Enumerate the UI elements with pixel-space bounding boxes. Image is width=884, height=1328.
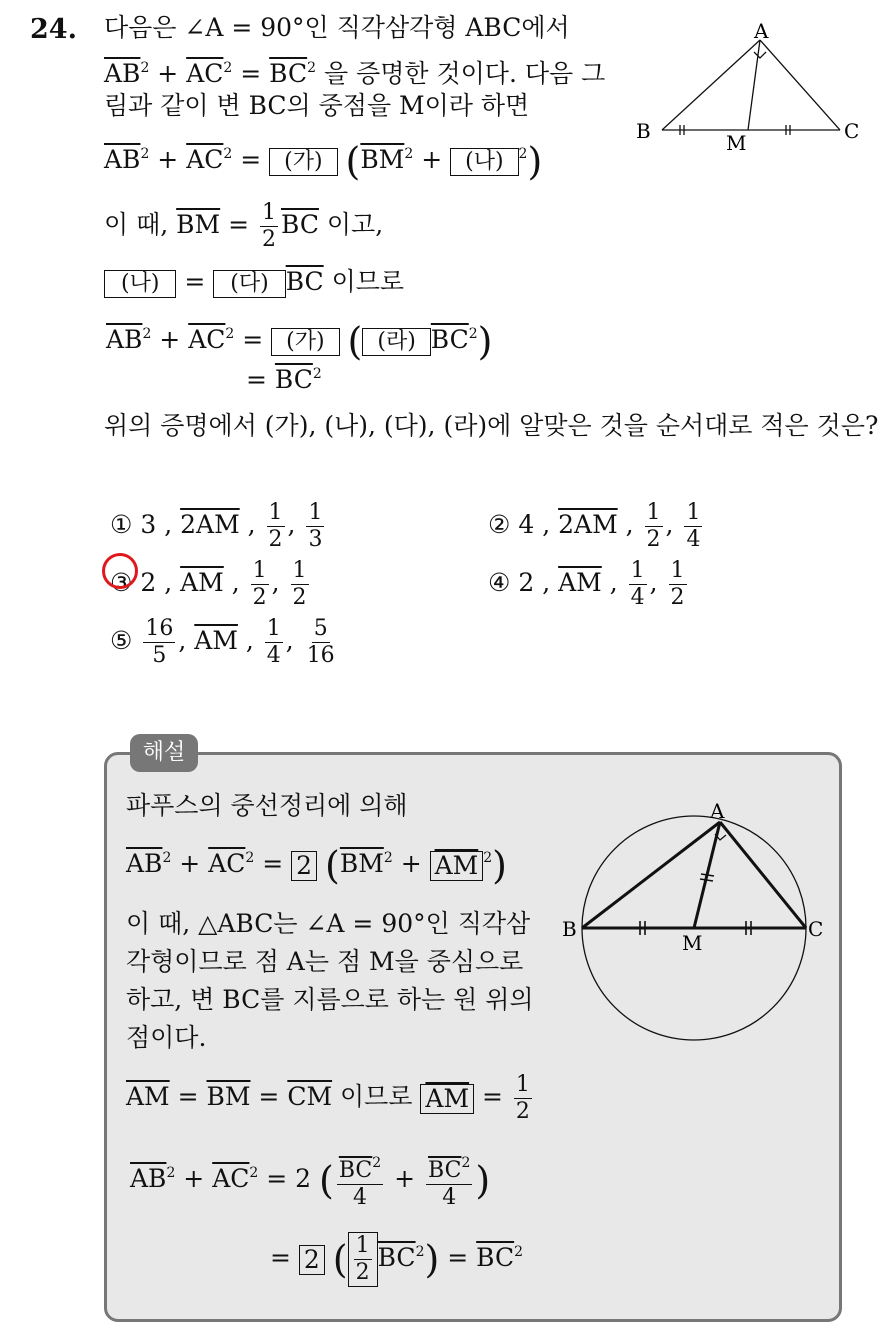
seg-ac: $\overline{AC}$ bbox=[186, 145, 224, 174]
seg-cm: $\overline{CM}$ bbox=[287, 1082, 333, 1111]
blank-ga: (가) bbox=[271, 328, 339, 356]
frac bbox=[669, 558, 687, 611]
right-angle-mark bbox=[754, 52, 766, 58]
seg-bc: $\overline{BC}$ bbox=[285, 267, 324, 296]
label-m: M bbox=[682, 931, 703, 955]
frac-num: 1 bbox=[268, 500, 283, 525]
frac bbox=[645, 500, 663, 553]
choice-value: 4 bbox=[518, 510, 535, 539]
exp: 2 bbox=[514, 1244, 524, 1260]
frac-den: 2 bbox=[252, 585, 267, 610]
frac-num: 16 bbox=[145, 616, 174, 641]
paren: ( bbox=[345, 139, 361, 184]
frac bbox=[305, 616, 337, 669]
seg-bc: $\overline{BC}$ bbox=[274, 365, 313, 394]
eq-2: 이 때, $\overline{BM}$ = $\frac{1}{2}$ $\overline{BC}$ 이고, bbox=[104, 200, 384, 252]
seg-bc: $\overline{BC}$ bbox=[428, 1158, 462, 1183]
frac bbox=[251, 558, 269, 611]
exp: 2 bbox=[223, 146, 233, 162]
seg-ac: $\overline{AC}$ bbox=[208, 849, 246, 878]
exp: 2 bbox=[383, 850, 393, 866]
choice-mark: ③ bbox=[110, 568, 133, 597]
paren: ( bbox=[325, 843, 340, 888]
solution-tag: 해설 bbox=[130, 734, 198, 772]
label-b: B bbox=[562, 917, 577, 941]
frac bbox=[265, 616, 283, 669]
frac-half bbox=[514, 1072, 532, 1125]
frac-num: 1 bbox=[630, 558, 645, 583]
label-b: B bbox=[636, 119, 651, 143]
choice-5[interactable]: ⑤ $\frac{16}{5}$ , $\overline{AM}$ , $\frac{1}{4}$ , $\frac{5}{16}$ bbox=[110, 616, 335, 668]
choice-2[interactable]: ② 4 , 2AM , $\frac{1}{2}$ , $\frac{1}{4}$ bbox=[488, 500, 701, 552]
frac-den: 2 bbox=[292, 585, 307, 610]
exp: 2 bbox=[249, 1165, 259, 1181]
seg-bm: $\overline{BM}$ bbox=[339, 849, 384, 878]
text: 이므로 bbox=[340, 1082, 413, 1111]
choice-4[interactable]: ④ 2 , $\overline{AM}$ , $\frac{1}{4}$ , $\frac{1}{2}$ bbox=[488, 558, 685, 610]
frac-num: 1 bbox=[266, 616, 281, 641]
choice-value: 2 bbox=[518, 568, 535, 597]
frac-den: 4 bbox=[353, 1185, 368, 1210]
frac-den: 2 bbox=[515, 1099, 530, 1124]
side-ab bbox=[662, 40, 760, 130]
choice-3[interactable]: ③ 2 , $\overline{AM}$ , $\frac{1}{2}$ , $\frac{1}{2}$ bbox=[110, 558, 307, 610]
frac bbox=[291, 558, 309, 611]
label-m: M bbox=[726, 131, 747, 155]
paren: ) bbox=[477, 319, 493, 364]
triangle-figure bbox=[630, 18, 870, 158]
frac-half bbox=[260, 200, 278, 253]
exp: 2 bbox=[461, 1155, 471, 1171]
frac-den: 2 bbox=[646, 527, 661, 552]
answer-box-ga: 2 bbox=[291, 851, 317, 881]
exp: 2 bbox=[372, 1155, 382, 1171]
seg-am: $\overline{AM}$ bbox=[126, 1082, 170, 1111]
seg-bc: $\overline{BC}$ bbox=[280, 210, 319, 239]
sol-line-6: 점이다. bbox=[126, 1023, 207, 1052]
problem-line-1: 다음은 ∠A = 90°인 직각삼각형 ABC에서 bbox=[104, 13, 570, 42]
seg-bc: $\overline{BC}$ bbox=[338, 1158, 373, 1183]
choice-mark: ⑤ bbox=[110, 626, 133, 655]
exp: 2 bbox=[223, 60, 233, 76]
frac-den: 3 bbox=[308, 527, 323, 552]
answer-box-ga: 2 bbox=[299, 1245, 325, 1275]
seg-ab: $\overline{AB}$ bbox=[126, 849, 163, 878]
frac-num: 1 bbox=[252, 558, 267, 583]
choice-mark: ② bbox=[488, 510, 511, 539]
frac-den: 4 bbox=[266, 643, 281, 668]
exp: 2 bbox=[415, 1244, 425, 1260]
choice-value: 2AM bbox=[180, 510, 240, 539]
exp: 2 bbox=[166, 1165, 176, 1181]
choice-mark: ④ bbox=[488, 568, 511, 597]
exp: 2 bbox=[483, 850, 493, 866]
tick bbox=[701, 874, 714, 876]
eq-3: (나) = (다) $\overline{BC}$ 이므로 bbox=[104, 266, 404, 298]
exp: 2 bbox=[162, 850, 172, 866]
seg-ac: $\overline{AC}$ bbox=[186, 59, 224, 88]
frac-num: 1 bbox=[686, 500, 701, 525]
circle-figure bbox=[560, 800, 830, 1050]
frac-den: 16 bbox=[306, 643, 335, 668]
frac-den: 2 bbox=[261, 227, 276, 252]
frac-num: 1 bbox=[308, 500, 323, 525]
answer-box-ra bbox=[348, 1232, 378, 1287]
label-c: C bbox=[808, 917, 824, 941]
frac-num: 1 bbox=[670, 558, 685, 583]
exp: 2 bbox=[307, 60, 317, 76]
problem-number: 24. bbox=[30, 14, 77, 45]
tick bbox=[700, 879, 713, 881]
choice-1[interactable]: ① 3 , 2AM , $\frac{1}{2}$ , $\frac{1}{3}$ bbox=[110, 500, 323, 552]
choice-value: 2 bbox=[140, 568, 157, 597]
seg-bm: $\overline{BM}$ bbox=[206, 1082, 251, 1111]
exp: 2 bbox=[140, 60, 150, 76]
sol-eq-1: $\overline{AB}^2 + \overline{AC}^2 = 2$ ($\overline{BM}^2 + \overline{AM}$ $^2$) bbox=[126, 843, 507, 888]
exp: 2 bbox=[404, 146, 414, 162]
exp: 2 bbox=[312, 366, 322, 382]
seg-ab: $\overline{AB}$ bbox=[106, 325, 143, 354]
coef: 2 bbox=[295, 1164, 312, 1193]
question: 위의 증명에서 (가), (나), (다), (라)에 알맞은 것을 순서대로 적은 것은? bbox=[104, 411, 879, 440]
choice-value: $\overline{AM}$ bbox=[180, 568, 224, 597]
choice-value: $\overline{AM}$ bbox=[558, 568, 602, 597]
answer-box-na: $\overline{AM}$ bbox=[430, 851, 484, 881]
blank-na: (나) bbox=[450, 148, 518, 176]
blank-na: (나) bbox=[104, 270, 176, 298]
answer-circle-mark bbox=[102, 553, 138, 589]
blank-ra: (라) bbox=[362, 328, 430, 356]
frac-den: 2 bbox=[670, 585, 685, 610]
frac-num: 5 bbox=[313, 616, 328, 641]
frac-num: 1 bbox=[292, 558, 307, 583]
seg-bc: $\overline{BC}$ bbox=[269, 59, 308, 88]
seg-ab: $\overline{AB}$ bbox=[104, 145, 141, 174]
choice-mark: ① bbox=[110, 510, 133, 539]
exp: 2 bbox=[140, 146, 150, 162]
label-a: A bbox=[710, 800, 725, 823]
paren: ( bbox=[332, 1237, 348, 1282]
frac bbox=[684, 500, 702, 553]
eq-5: = $\overline{BC}^2$ bbox=[246, 365, 322, 394]
paren: ) bbox=[492, 843, 507, 888]
answer-box-na: $\overline{AM}$ bbox=[420, 1084, 474, 1114]
seg-bm: $\overline{BM}$ bbox=[176, 210, 221, 239]
text: 이고, bbox=[326, 210, 384, 239]
problem-line-2: $\overline{AB}^2 + \overline{AC}^2 = \overline{BC}^2$ 을 증명한 것이다. 다음 그 bbox=[104, 59, 606, 88]
frac bbox=[337, 1150, 383, 1211]
paren: ( bbox=[347, 319, 363, 364]
exp: 2 bbox=[245, 850, 255, 866]
problem-line-3: 림과 같이 변 BC의 중점을 M이라 하면 bbox=[104, 91, 530, 120]
frac bbox=[267, 500, 285, 553]
text: 이 때, bbox=[104, 210, 169, 239]
eq-1: $\overline{AB}^2 + \overline{AC}^2$ = (가) ($\overline{BM}^2$ + (나) $^2$) bbox=[104, 139, 543, 184]
seg-bc: $\overline{BC}$ bbox=[377, 1243, 416, 1272]
eq-4: $\overline{AB}^2 + \overline{AC}^2$ = (가) ( (라) $\overline{BC}^2$) bbox=[106, 319, 493, 364]
frac bbox=[629, 558, 647, 611]
side-ac bbox=[760, 40, 840, 130]
sol-line-3: 이 때, △ABC는 ∠A = 90°인 직각삼 bbox=[126, 909, 531, 938]
sol-line-1: 파푸스의 중선정리에 의해 bbox=[126, 791, 408, 820]
exp: 2 bbox=[468, 326, 478, 342]
label-a: A bbox=[754, 19, 769, 43]
choice-value: 2AM bbox=[558, 510, 618, 539]
frac-num: 1 bbox=[515, 1072, 530, 1097]
text: 이므로 bbox=[331, 267, 405, 296]
paren: ( bbox=[319, 1158, 334, 1203]
frac-den: 4 bbox=[686, 527, 701, 552]
frac-den: 2 bbox=[355, 1260, 370, 1285]
seg-ab: $\overline{AB}$ bbox=[130, 1164, 167, 1193]
frac-den: 2 bbox=[268, 527, 283, 552]
frac-den: 5 bbox=[152, 643, 167, 668]
frac bbox=[143, 616, 175, 669]
frac-den: 4 bbox=[630, 585, 645, 610]
sol-eq-2: $\overline{AM} = \overline{BM} = \overline{CM}$ 이므로 $\overline{AM}$ = $\frac{1}{2}$ bbox=[126, 1072, 530, 1124]
paren: ) bbox=[424, 1237, 440, 1282]
frac-num: 1 bbox=[646, 500, 661, 525]
exp: 2 bbox=[142, 326, 152, 342]
frac-den: 4 bbox=[442, 1185, 457, 1210]
seg-ac: $\overline{AC}$ bbox=[188, 325, 226, 354]
seg-bc: $\overline{BC}$ bbox=[476, 1243, 515, 1272]
paren: ) bbox=[527, 139, 543, 184]
choice-value: $\overline{AM}$ bbox=[194, 626, 238, 655]
frac-num: 1 bbox=[261, 200, 276, 225]
label-c: C bbox=[844, 119, 860, 143]
exp: 2 bbox=[518, 146, 528, 162]
blank-ga: (가) bbox=[269, 148, 337, 176]
seg-ab: $\overline{AB}$ bbox=[104, 59, 141, 88]
frac-half bbox=[354, 1233, 372, 1286]
blank-da: (다) bbox=[213, 270, 285, 298]
sol-line-5: 하고, 변 BC를 지름으로 하는 원 위의 bbox=[126, 985, 534, 1014]
choice-value: 3 bbox=[140, 510, 157, 539]
median-am bbox=[748, 40, 760, 130]
frac bbox=[306, 500, 324, 553]
exp: 2 bbox=[225, 326, 235, 342]
seg-ac: $\overline{AC}$ bbox=[212, 1164, 250, 1193]
frac bbox=[426, 1150, 472, 1211]
sol-line-4: 각형이므로 점 A는 점 M을 중심으로 bbox=[126, 947, 524, 976]
paren: ) bbox=[475, 1158, 491, 1203]
frac-num: 1 bbox=[355, 1233, 370, 1258]
seg-bc: $\overline{BC}$ bbox=[430, 325, 469, 354]
seg-bm: $\overline{BM}$ bbox=[360, 145, 405, 174]
line-tail: 을 증명한 것이다. 다음 그 bbox=[324, 59, 606, 88]
sol-eq-3: $\overline{AB}^2 + \overline{AC}^2 = 2$ ( $\frac{\overline{BC}^2}{4}$ + $\frac{\overline{BC}^2}{4}$ ) bbox=[130, 1150, 490, 1211]
sol-eq-4: = 2 ( $\frac{1}{2}$ $\overline{BC}^2) = \overline{BC}^2$ bbox=[270, 1233, 524, 1285]
